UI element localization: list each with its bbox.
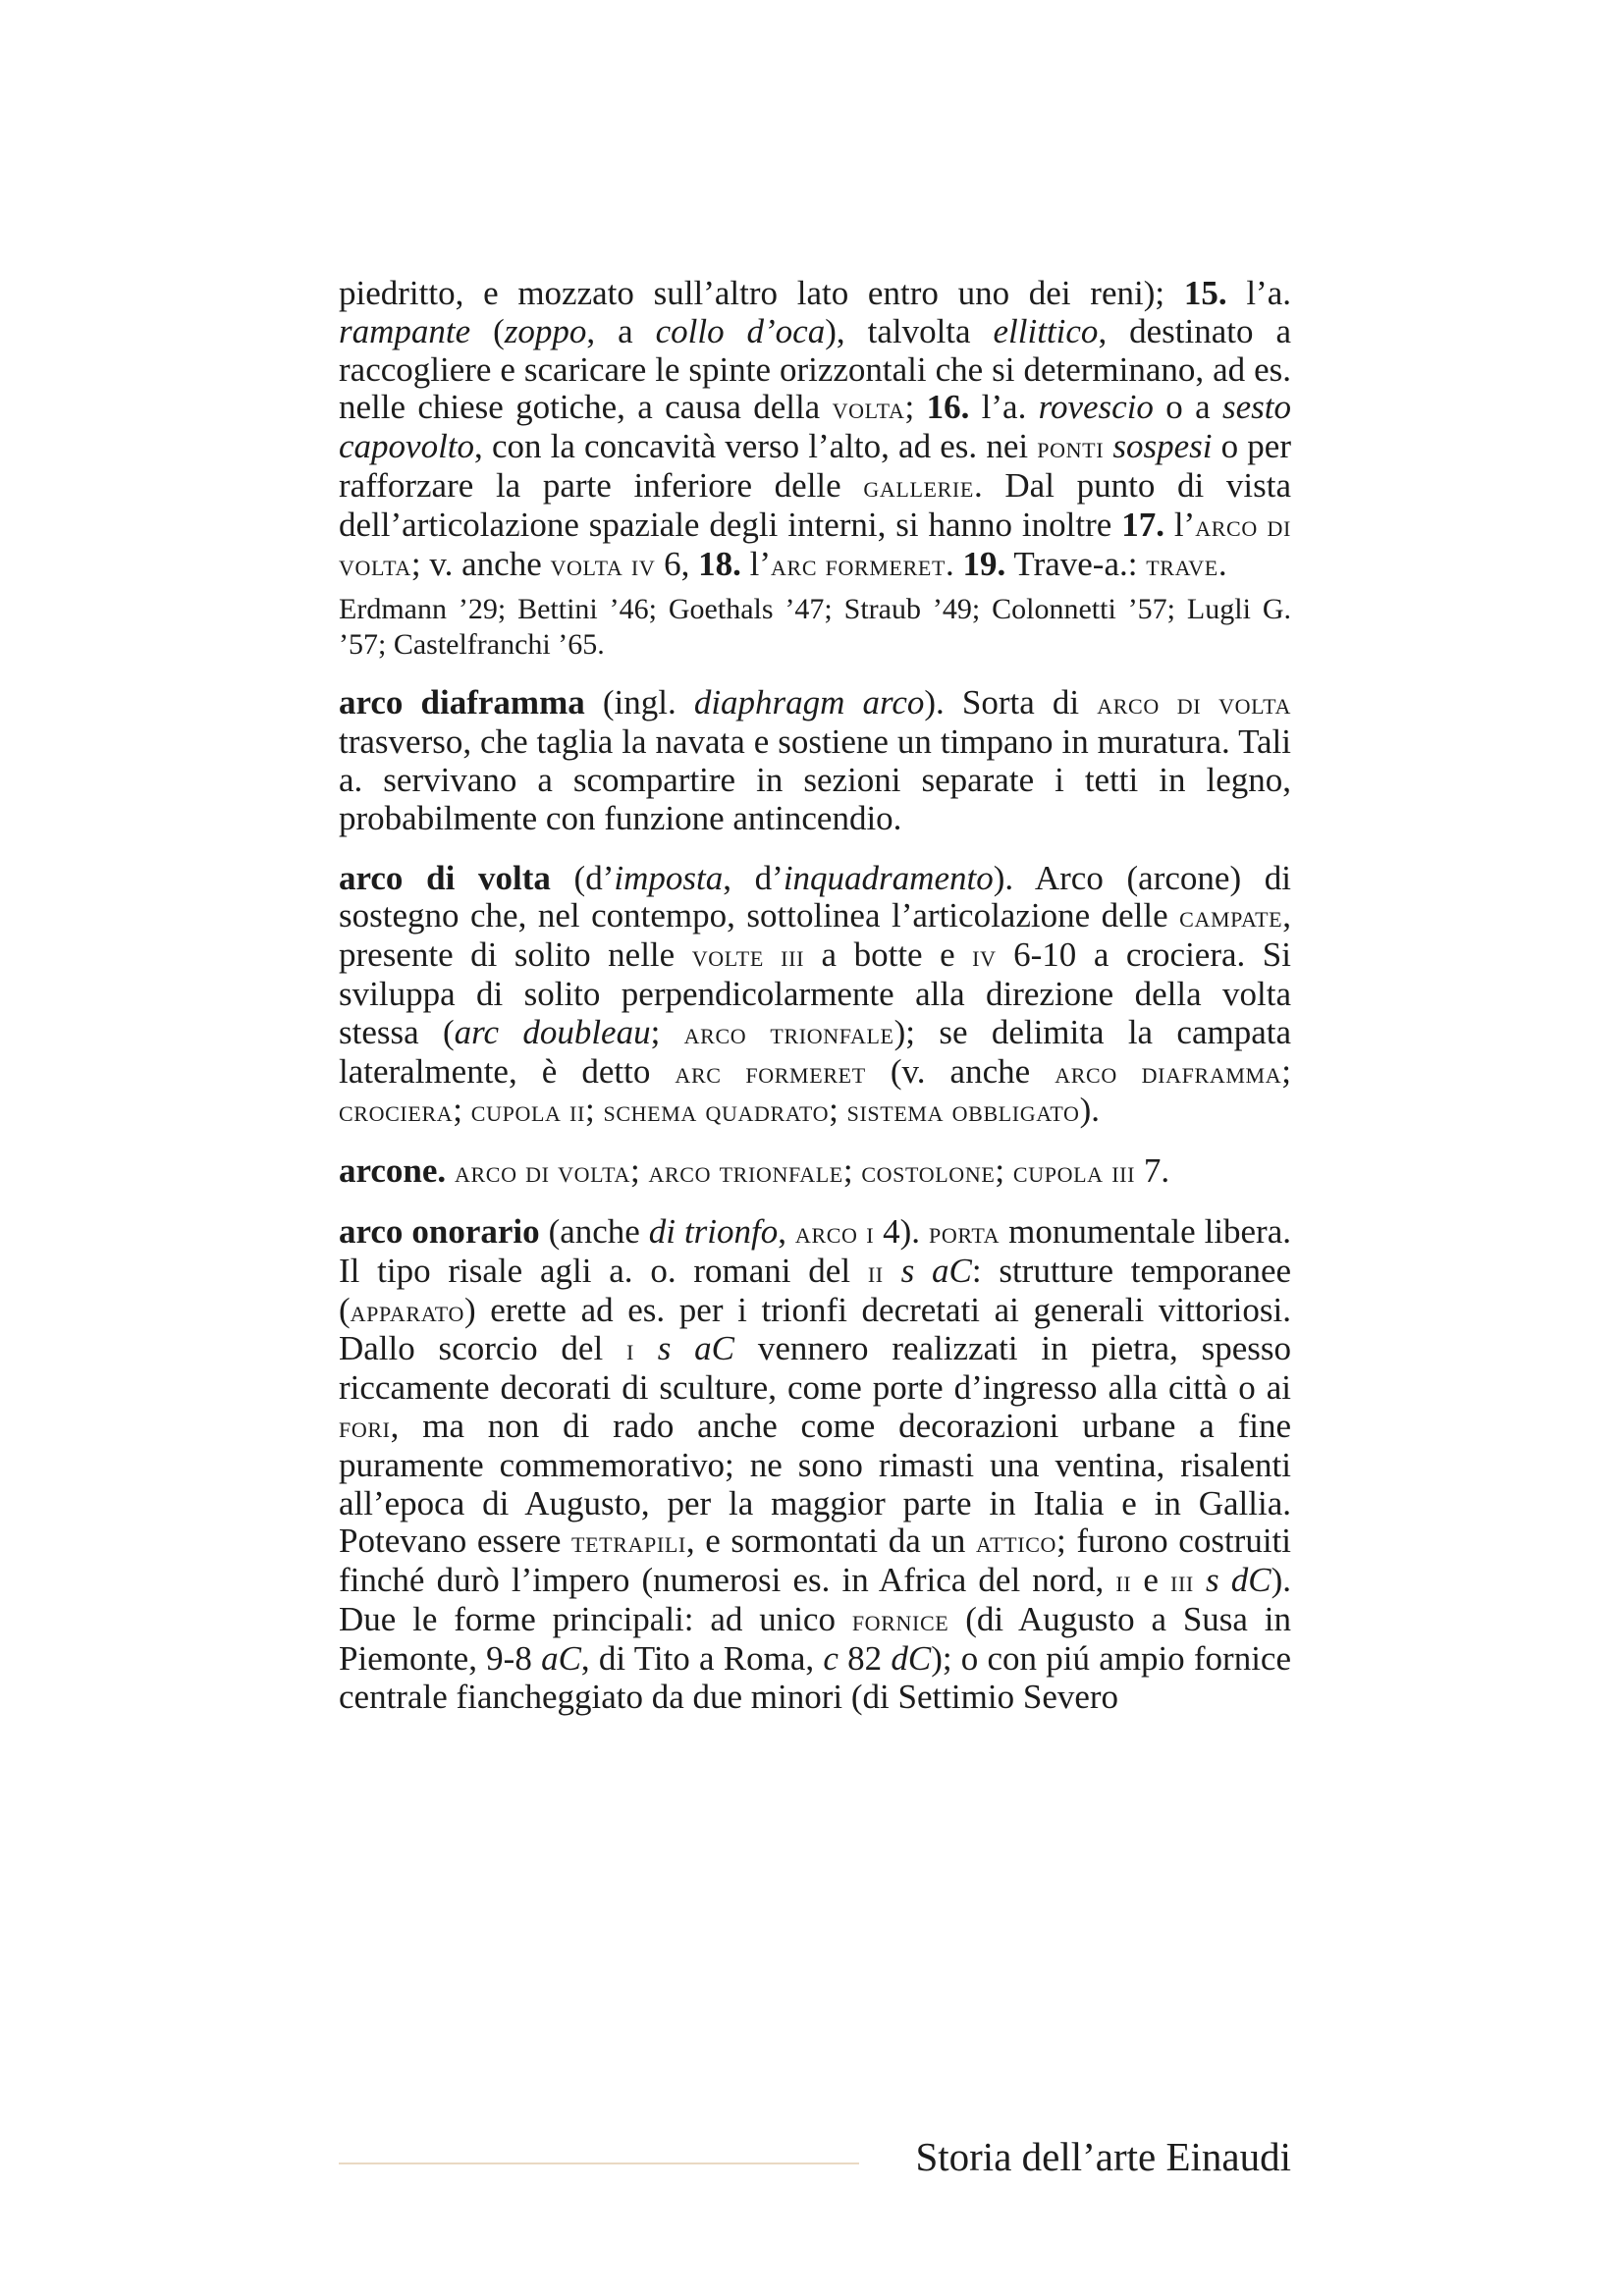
cross-reference: arc formeret	[675, 1054, 866, 1090]
entry-arco-di-volta: arco di volta (d’imposta, d’inquadramento). Arco (arcone) di sostegno che, nel contempo, sottolinea l’articolazione delle campate, presente di solito nelle volte iii a botte e iv 6-10 a crociera. Si sviluppa di solito perpendicolarmente alla direzione della volta stessa (arc doubleau; arco trionfale); se delimita la campata lateralmente, è detto arc formeret (v. anche arco diaframma; crociera; cupola ii; schema quadrato; sistema obbligato).	[339, 858, 1292, 1130]
cross-reference: arco di volta	[454, 1154, 630, 1190]
item-number: 17.	[1121, 505, 1164, 544]
headword: arco diaframma	[339, 683, 585, 722]
cross-reference: volte iii	[691, 938, 805, 974]
headword: arco di volta	[339, 858, 551, 897]
cross-reference: costolone	[861, 1154, 996, 1190]
headword: arcone.	[339, 1151, 447, 1191]
cross-reference: gallerie	[863, 468, 974, 504]
entry-arco-diaframma: arco diaframma (ingl. diaphragm arco). Sorta di arco di volta trasverso, che taglia la navata e sostiene un timpano in muratura. Tali a. servivano a scompartire in sezioni separate i tetti in legno, probabilmente con funzione antincendio.	[339, 683, 1291, 837]
item-number: 18.	[698, 544, 741, 583]
cross-reference: cupola iii	[1012, 1154, 1136, 1190]
cross-reference: schema quadrato	[603, 1094, 830, 1129]
cross-reference: arc formeret	[771, 547, 947, 582]
page-body	[339, 275, 1291, 1716]
item-number: 15.	[1183, 274, 1227, 312]
cross-reference: arco di volta	[339, 507, 1291, 582]
bibliography-references: Erdmann ’29; Bettini ’46; Goethals ’47; Straub ’49; Colonnetti ’57; Lugli G. ’57; Castelfranchi ’65.	[339, 593, 1291, 662]
cross-reference: attico	[976, 1524, 1057, 1560]
item-number: 19.	[962, 544, 1006, 583]
cross-reference: apparato	[350, 1293, 464, 1328]
cross-reference: i	[625, 1332, 634, 1367]
cross-reference: crociera	[339, 1094, 454, 1129]
headword: arco onorario	[339, 1211, 540, 1251]
cross-reference: arco trionfale	[683, 1015, 894, 1050]
cross-reference: volta	[832, 391, 905, 426]
cross-reference: iv	[972, 938, 997, 974]
cross-reference: campate	[1179, 899, 1283, 934]
cross-reference: tetrapili	[571, 1524, 686, 1560]
cross-reference: trave	[1146, 547, 1218, 582]
cross-reference: ponti	[1037, 430, 1105, 465]
cross-reference: iii	[1170, 1564, 1194, 1599]
item-number: 16.	[926, 388, 970, 427]
cross-reference: porta	[929, 1214, 1001, 1250]
footer-divider	[339, 2163, 859, 2164]
cross-reference: arco i	[794, 1214, 875, 1250]
cross-reference: cupola ii	[470, 1094, 585, 1129]
cross-reference: ii	[867, 1254, 884, 1289]
cross-reference: sistema obbligato	[846, 1094, 1080, 1129]
cross-reference: arco di volta	[1097, 686, 1291, 721]
cross-reference: arco trionfale	[648, 1154, 843, 1190]
footer-publication-title: Storia dell’arte Einaudi	[915, 2134, 1291, 2179]
cross-reference: ii	[1115, 1564, 1132, 1599]
entry-arco-onorario: arco onorario (anche di trionfo, arco i 4). porta monumentale libera. Il tipo risale agli a. o. romani del ii s aC: strutture temporanee (apparato) erette ad es. per i trionfi decretati ai generali vittoriosi. Dallo scorcio del i s aC vennero realizzati in pietra, spesso riccamente decorati di sculture, come porte d’ingresso alla città o ai fori, ma non di rado anche come decorazioni urbane a fine puramente commemorativo; ne sono rimasti una ventina, risalenti all’epoca di Augusto, per la maggior parte in Italia e in Gallia. Potevano essere tetrapili, e sormontati da un attico; furono costruiti finché durò l’impero (numerosi es. in Africa del nord, ii e iii s dC). Due le forme principali: ad unico fornice (di Augusto a Susa in Piemonte, 9-8 aC, di Tito a Roma, c 82 dC); o con piú ampio fornice centrale fiancheggiato da due minori (di Settimio Severo	[339, 1211, 1292, 1716]
entry-continuation: piedritto, e mozzato sull’altro lato entro uno dei reni); 15. l’a. rampante (zoppo, a collo d’oca), talvolta ellittico, destinato a raccogliere e scaricare le spinte orizzontali che si determinano, ad es. nelle chiese gotiche, a causa della volta; 16. l’a. rovescio o a sesto capovolto, con la concavità verso l’alto, ad es. nei ponti sospesi o per rafforzare la parte inferiore delle gallerie. Dal punto di vista dell’articolazione spaziale degli interni, si hanno inoltre 17. l’arco di volta; v. anche volta iv 6, 18. l’arc formeret. 19. Trave-a.: trave.	[339, 274, 1291, 583]
cross-reference: volta iv	[550, 547, 656, 582]
cross-reference: fori	[339, 1409, 391, 1444]
cross-reference: arco diaframma	[1055, 1054, 1282, 1090]
cross-reference: fornice	[851, 1602, 949, 1637]
entry-arcone: arcone. arco di volta; arco trionfale; costolone; cupola iii 7.	[339, 1151, 1170, 1191]
